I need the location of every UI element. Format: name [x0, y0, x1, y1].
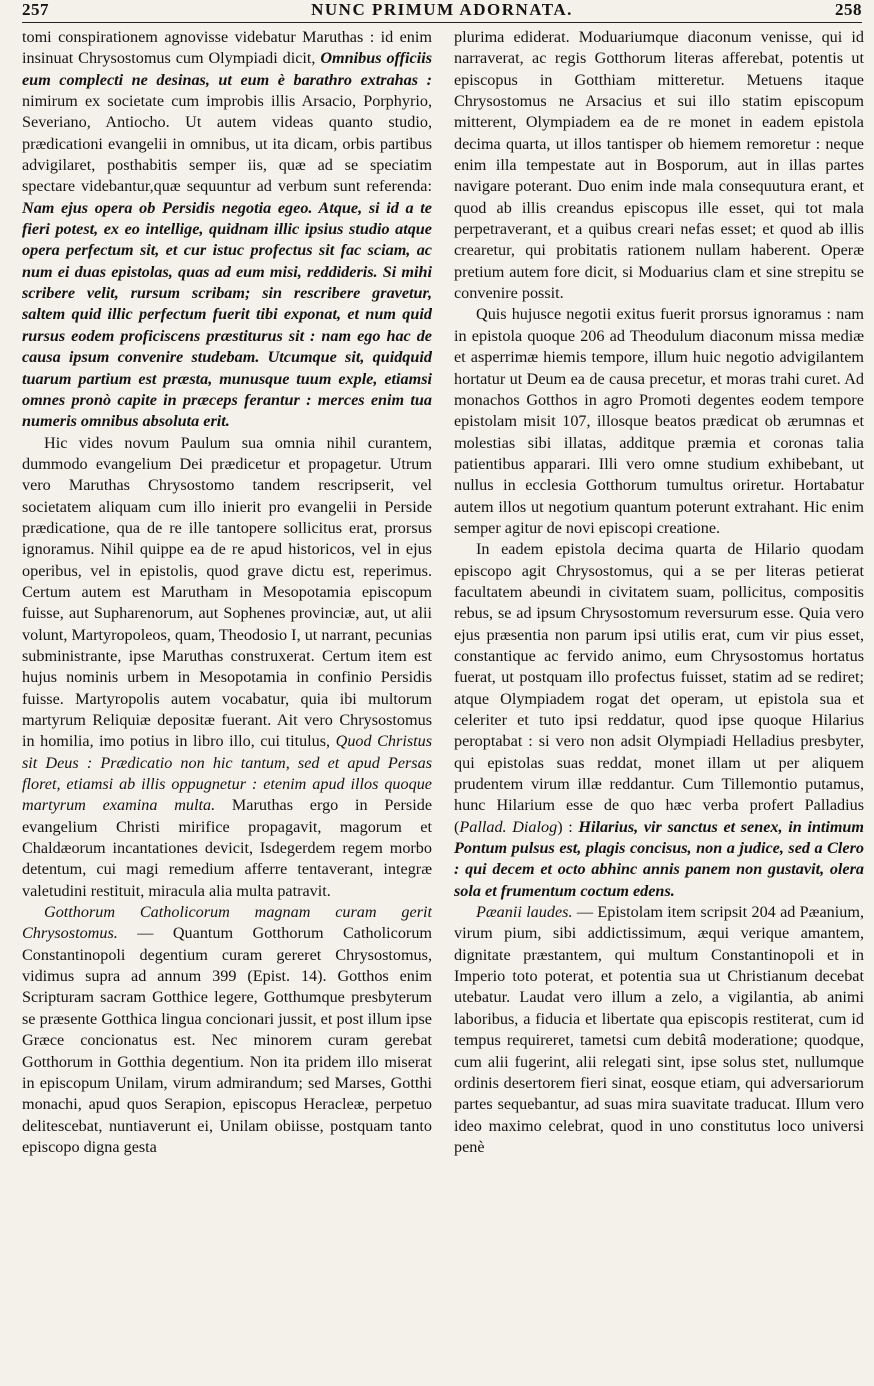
citation: Pallad. Dialog: [459, 817, 558, 836]
quotation: Quod Christus sit Deus : Prædicatio non hic tantum, sed et apud Persas floret, etiamsi ab illis oppugnetur : etenim apud illos quoque martyrum examina multa.: [22, 732, 432, 815]
paragraph: [22, 902, 432, 1158]
running-head: [22, 0, 862, 24]
section-heading: Pæanii laudes.: [476, 903, 573, 922]
paragraph: [454, 902, 864, 1158]
paragraph: [454, 539, 864, 902]
paragraph: [22, 27, 432, 433]
text-run: In eadem epistola decima quarta de Hilario quodam episcopo agit Chrysostomus, qui a se per literas petierat facultatem abeundi in civitatem suam, pollicitus, compositis rebus, se ad ipsum Chrysostomum reversurum esse. Quia vero ejus præsentia non parum ipsi utilis erat, cum vir pius esset, constantique ac fervido animo, eum Chrysostomus hortatus fuerat, ut postquam illo profectus fuisset, statim ad se rediret; atque Olympiadem rogat det operam, ut epistola sua et celeriter et tuto ipsi reddatur, quod ipse quoque Hilarius peroptabat : si vero non adsit Olympiadi Helladius presbyter, qui epistolas suas reddat, monet illam ut per aliquem prudentem virum illæ reddantur. Cum Tillemontio putamus, hunc Hilarium esse de quo hæc verba profert Palladius (: [454, 540, 864, 836]
section-heading: Gotthorum Catholicorum magnam curam gerit Chrysostomus.: [22, 903, 432, 943]
text-run: plurima ediderat. Moduariumque diaconum venisse, qui id narraverat, ac regis Gotthorum literas afferebat, potentis ut episcopus in Gotthiam mitteretur. Metuens itaque Chrysostomus ne Arsacius et sui illo statim episcopum mitterent, Olympiadem ea de re monet in eadem epistola decima quarta, ut illos tantisper ob hiemem remoretur : neque enim illa tempestate aut in Bosporum, aut in illas partes navigare poterant. Duo enim inde mala consequutura erant, et quod ab illis creandus episcopus ille esset, qui tot mala perpetraverant, et a quibus creari nefas esset; et quod ab illis crearetur, qui probitatis rationem nullam haberent. Operæ pretium autem fore dicit, si Moduarius clam et sine strepitu se convenire possit.: [454, 28, 864, 303]
quotation: Hilarius, vir sanctus et senex, in intimum Pontum pulsus est, plagis concisus, non a judice, sed a Clero : qui decem et octo abhinc annis panem non gustavit, olera sola et frumentum coctum edens.: [454, 817, 864, 900]
quotation: Omnibus officiis eum complecti ne desinas, ut eum è barathro extrahas :: [22, 49, 432, 89]
text-run: tomi conspirationem agnovisse videbatur Maruthas : id enim insinuat Chrysostomus cum Olympiadi dicit,: [22, 28, 432, 68]
text-run: — Quantum Gotthorum Catholicorum Constantinopoli degentium curam gereret Chrysostomus, vidimus supra ad annum 399 (Epist. 14). Gotthos enim Scripturam sacram Gotthice legere, Gotthumque presbyterum se præsente Gotthica lingua concionari jussit, et post illum ipse Græce concionatus est. Nec minorem curam gerebat Gotthorum in Gotthia degentium. Non ita pridem illo miserat in episcopum Unilam, virum admirandum; sed Marses, Gotthi monachi, apud quos Serapion, episcopus Heracleæ, perpetuo delitescebat, nuntiaverunt ei, Unilam obiisse, postquam tanto episcopo digna gesta: [22, 924, 432, 1156]
page-number-left: 257: [22, 0, 49, 19]
paragraph: [22, 433, 432, 903]
text-run: — Epistolam item scripsit 204 ad Pæanium, virum pium, sibi addictissimum, æqui verique amantem, dignitate præstantem, qui multum Constantinopoli et in Imperio toto poterat, et potentia sua ut Christianum decebat utebatur. Laudat vero illum a zelo, a vigilantia, ab animi laboribus, a fiducia et libertate qua episcopis restiterat, cum id tempus requireret, tametsi cum debitâ moderatione; quodque, cum alii fugerint, alii relegati sint, ipse solus stet, nullumque ordinis desertorem fieri sinat, eosque etiam, qui adversariorum partes sequebantur, ad suas mira suavitate traducat. Illum vero ideo maximo celebrat, quod in uno constitutus loco universi penè: [454, 903, 864, 1156]
text-run: Hic vides novum Paulum sua omnia nihil curantem, dummodo evangelium Dei prædicetur et propagetur. Utrum vero Maruthas Chrysostomo tandem rescripserit, vel societatem aliquam cum illo inierit pro evangelii in Perside prædicatione, qua de re ille tantopere sollicitus erat, prorsus ignoramus. Nihil quippe ea de re apud historicos, vel in ejus operibus, vel in epistolis, quod grave dictu est, reperimus. Certum autem est Marutham in Mesopotamia episcopum fuisse, aut Supharenorum, aut Sophenes provinciæ, aut, ut alii volunt, Martyropoleos, quam, Theodosio I, ut narrant, pecunias subministrante, ipse Maruthas construxerat. Certum item est hujus nominis urbem in Mesopotamia in confinio Persidis fuisse. Martyropolis autem vocabatur, quia ibi multorum martyrum Reliquiæ depositæ fuerant. Ait vero Chrysostomus in homilia, imo potius in libro illo, cui titulus,: [22, 433, 432, 751]
text-run: ) :: [557, 817, 573, 836]
quotation: Nam ejus opera ob Persidis negotia egeo. Atque, si id a te fieri potest, ex eo intellige, quidnam illic ipsius studio atque opera perfectum sit, et cur istuc profectus sit fac sciam, ac num ei duas epistolas, quas ad eum misi, reddideris. Si mihi scribere velit, rursum scribam; sin rescribere gravetur, saltem quid illic perfectum fuerit tibi exponat, et num quid rursus eodem proficiscens præstiturus sit : nam ego hac de causa ipsum convenire studebam. Utcumque sit, quidquid tuarum partium est præsta, munusque tuum exple, etiamsi omnes pronò capite in præceps ferantur : merces enim tua numeris omnibus absoluta erit.: [22, 198, 432, 431]
text-run: Maruthas ergo in Perside evangelium Christi mirifice propagavit, magorum et Chaldæorum incantationes devicit, Isdegerdem regem morbo detentum, cui magi remedium afferre tentaverant, integræ valetudini restituit, miracula alia multa patravit.: [22, 796, 432, 900]
running-title: NUNC PRIMUM ADORNATA.: [311, 0, 573, 19]
header-rule: [22, 22, 862, 23]
paragraph: [454, 27, 864, 304]
left-column: [22, 27, 432, 1386]
text-run: Quis hujusce negotii exitus fuerit prorsus ignoramus : nam in epistola quoque 206 ad Theodulum diaconum missa mediæ et asperrimæ hiemis tempore, illum huic negotio advigilantem hortatur ut Deum ea de causa precetur, et moras trahi curet. Ad monachos Gotthos in agro Promoti degentes eodem tempore epistolam misit 107, illosque beatos prædicat ob ærumnas et molestias sibi illatas, additque præmia et coronas talia patientibus apparari. Illi vero omne studium exhibebant, ut nullus in ecclesia Gotthorum tumultus oriretur. Hortabatur autem illos ut negotium quantum poterunt extrahant. Hic enim semper agitur de novi episcopi creatione.: [454, 305, 864, 537]
text-columns: [22, 27, 864, 1386]
text-run: nimirum ex societate cum improbis illis Arsacio, Porphyrio, Severiano, Antiocho. Ut autem videas quanto studio, prædicationi evangelii in omnibus, ut ita dicam, orbis partibus advigilaret, posthabitis semper iis, quæ ad se speciatim spectare videbantur,quæ sequuntur ad verbum sunt referenda:: [22, 92, 432, 196]
right-column: [454, 27, 864, 1386]
page-number-right: 258: [834, 0, 862, 19]
paragraph: [454, 304, 864, 539]
